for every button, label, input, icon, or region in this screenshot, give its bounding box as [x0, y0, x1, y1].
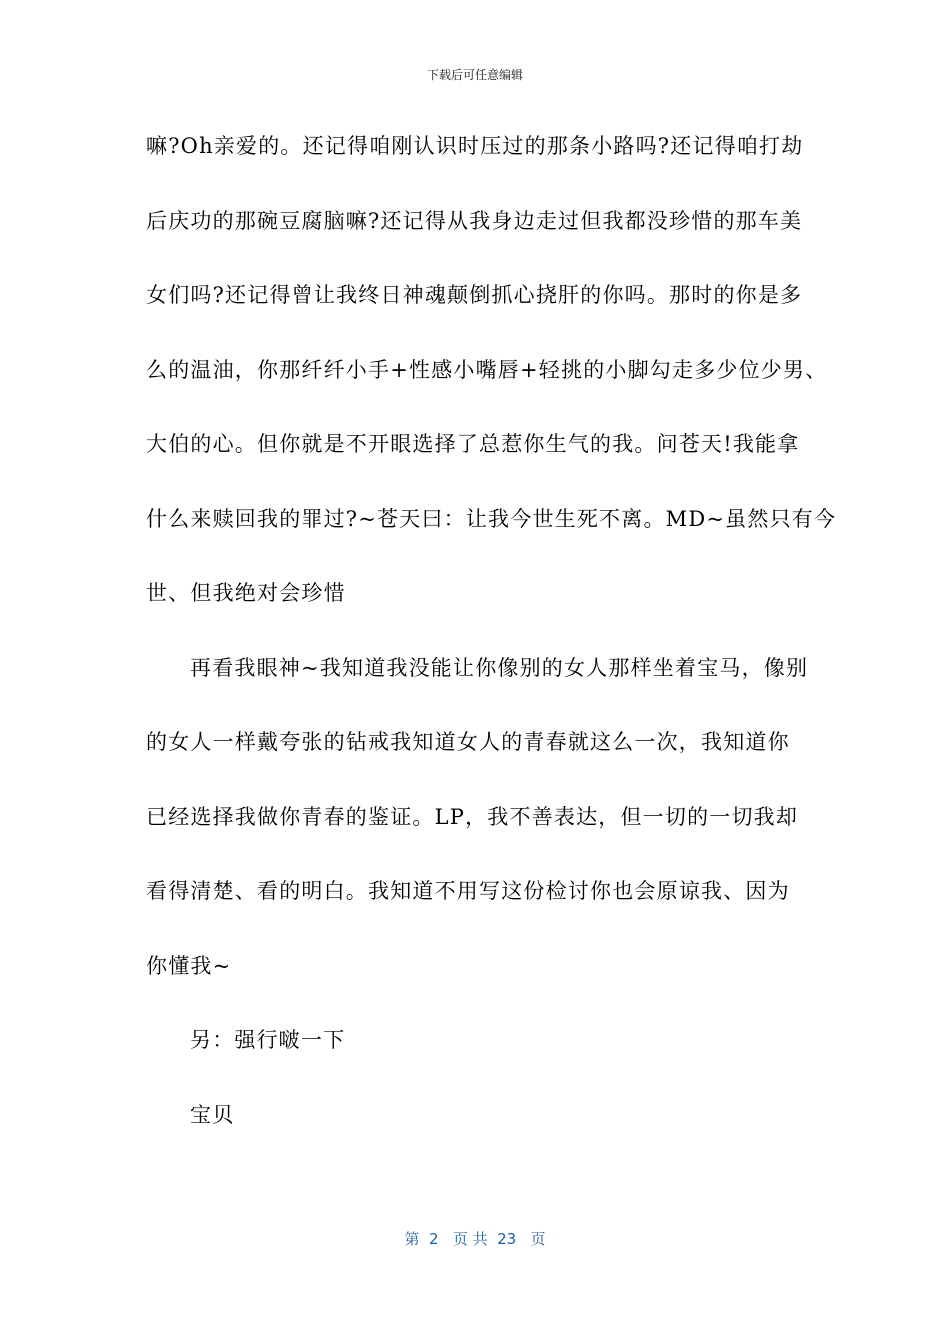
text-line: 么的温油，你那纤纤小手+性感小嘴唇+轻挑的小脚勾走多少位少男、: [146, 357, 828, 382]
text-line: 嘛?Oh亲爱的。还记得咱刚认识时压过的那条小路吗?还记得咱打劫: [146, 134, 804, 158]
signature-line: 宝贝: [190, 1102, 235, 1127]
text-line: 世、但我绝对会珍惜: [146, 581, 346, 605]
text-line: 大伯的心。但你就是不开眼选择了总惹你生气的我。问苍天!我能拿: [146, 432, 800, 456]
text-line: 你懂我~: [146, 953, 232, 978]
text-line: 看得清楚、看的明白。我知道不用写这份检讨你也会原谅我、因为: [146, 879, 790, 903]
postscript-line: 另：强行啵一下: [190, 1028, 346, 1052]
page-header: 下载后可任意编辑: [426, 68, 523, 82]
text-line: 什么来赎回我的罪过?~苍天曰：让我今世生死不离。MD~虽然只有今: [146, 506, 837, 531]
document-body: [146, 124, 837, 1167]
paragraph-first-line: 再看我眼神~我知道我没能让你像别的女人那样坐着宝马，像别: [190, 655, 809, 680]
text-line: 女们吗?还记得曾让我终日神魂颠倒抓心挠肝的你吗。那时的你是多: [146, 283, 803, 307]
text-line: 已经选择我做你青春的鉴证。LP，我不善表达，但一切的一切我却: [146, 804, 799, 829]
text-line: 的女人一样戴夸张的钻戒我知道女人的青春就这么一次，我知道你: [146, 730, 790, 754]
page-number-footer: 第 2 页 共 23 页: [404, 1230, 546, 1248]
text-line: 后庆功的那碗豆腐脑嘛?还记得从我身边走过但我都没珍惜的那车美: [146, 208, 803, 233]
